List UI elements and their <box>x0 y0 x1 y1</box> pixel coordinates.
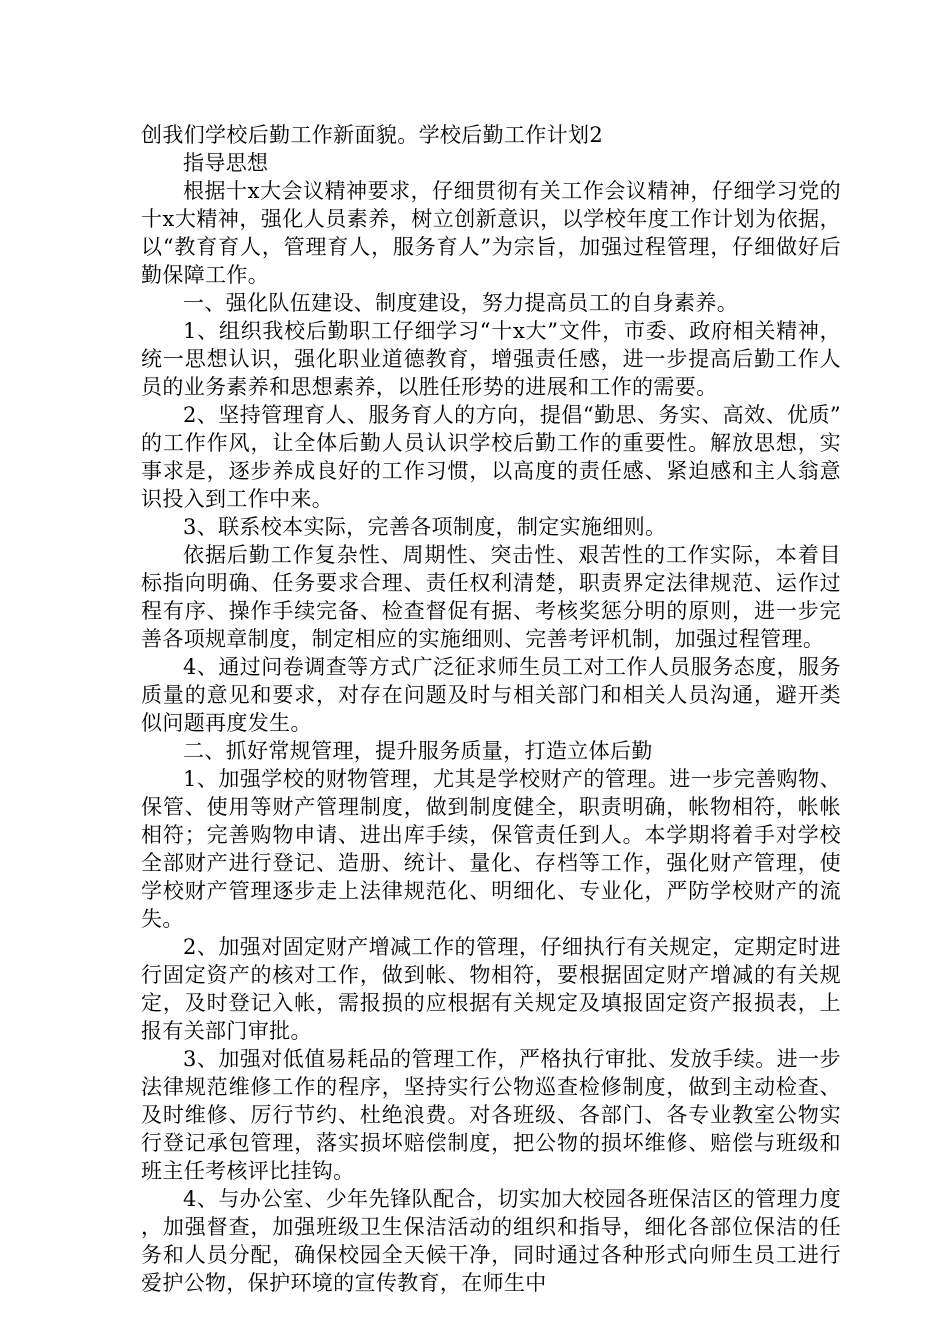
paragraph-1-4: 4、通过问卷调查等方式广泛征求师生员工对工作人员服务态度，服务质量的意见和要求，对存在问题及时与相关部门和相关人员沟通，避开类似问题再度发生。 <box>141 655 841 735</box>
paragraph-1-2: 2、坚持管理育人、服务育人的方向，提倡“勤思、务实、高效、优质”的工作作风，让全体后勤人员认识学校后勤工作的重要性。解放思想，实事求是，逐步养成良好的工作习惯，以高度的责任感、紧迫感和主人翁意识投入到工作中来。 <box>141 403 841 511</box>
paragraph-2-3: 3、加强对低值易耗品的管理工作，严格执行审批、发放手续。进一步法律规范维修工作的程序，坚持实行公物巡查检修制度，做到主动检查、及时维修、厉行节约、杜绝浪费。对各班级、各部门、各专业教室公物实行登记承包管理，落实损坏赔偿制度，把公物的损坏维修、赔偿与班级和班主任考核评比挂钩。 <box>141 1047 841 1183</box>
paragraph-2-4: 4、与办公室、少年先锋队配合，切实加大校园各班保洁区的管理力度，加强督查，加强班级卫生保洁活动的组织和指导，细化各部位保洁的任务和人员分配，确保校园全天候干净，同时通过各种形式向师生员工进行爱护公物，保护环境的宣传教育，在师生中 <box>141 1187 841 1295</box>
section-title: 学校后勤工作计划2 <box>418 123 604 147</box>
paragraph-2-1: 1、加强学校的财物管理，尤其是学校财产的管理。进一步完善购物、保管、使用等财产管理制度，做到制度健全，职责明确，帐物相符，帐帐相符；完善购物申请、进出库手续，保管责任到人。本学期将着手对学校全部财产进行登记、造册、统计、量化、存档等工作，强化财产管理，使学校财产管理逐步走上法律规范化、明细化、专业化，严防学校财产的流失。 <box>141 767 841 931</box>
heading-guiding-idea: 指导思想 <box>183 151 269 175</box>
paragraph-2-2: 2、加强对固定财产增减工作的管理，仔细执行有关规定，定期定时进行固定资产的核对工作，做到帐、物相符，要根据固定财产增减的有关规定，及时登记入帐，需报损的应根据有关规定及填报固定资产报损表，上报有关部门审批。 <box>141 935 841 1043</box>
opening-line <box>141 121 841 149</box>
paragraph-1-3: 3、联系校本实际，完善各项制度，制定实施细则。 <box>183 515 667 539</box>
document-body <box>141 121 841 1297</box>
heading-part-1: 一、强化队伍建设、制度建设，努力提高员工的自身素养。 <box>183 291 739 315</box>
opening-text: 创我们学校后勤工作新面貌。 <box>141 123 419 147</box>
heading-part-2: 二、抓好常规管理，提升服务质量，打造立体后勤 <box>183 739 653 763</box>
paragraph-guiding-idea: 根据十x大会议精神要求，仔细贯彻有关工作会议精神，仔细学习党的十x大精神，强化人员素养，树立创新意识，以学校年度工作计划为依据，以“教育育人，管理育人，服务育人”为宗旨，加强过程管理，仔细做好后勤保障工作。 <box>141 179 841 287</box>
paragraph-1-3-detail: 依据后勤工作复杂性、周期性、突击性、艰苦性的工作实际，本着目标指向明确、任务要求合理、责任权利清楚，职责界定法律规范、运作过程有序、操作手续完备、检查督促有据、考核奖惩分明的原则，进一步完善各项规章制度，制定相应的实施细则、完善考评机制，加强过程管理。 <box>141 543 841 651</box>
paragraph-1-1: 1、组织我校后勤职工仔细学习“十x大”文件，市委、政府相关精神，统一思想认识，强化职业道德教育，增强责任感，进一步提高后勤工作人员的业务素养和思想素养，以胜任形势的进展和工作的需要。 <box>141 319 841 399</box>
